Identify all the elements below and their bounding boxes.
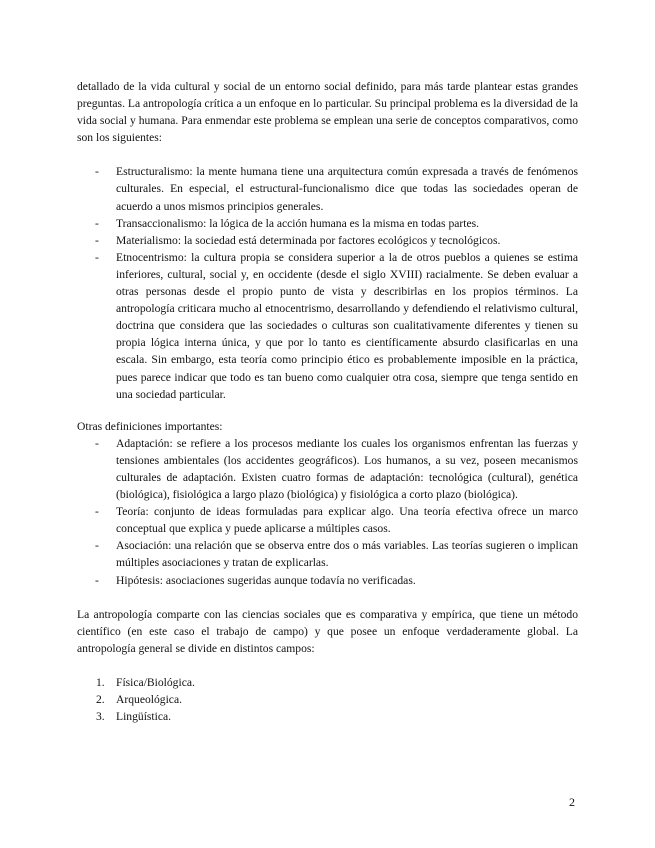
- list-item: [77, 215, 578, 232]
- bullet-mark: -: [95, 505, 99, 519]
- item-number: 3.: [96, 710, 105, 724]
- fields-list: [77, 674, 578, 725]
- concepts-list: [77, 163, 578, 402]
- list-item: [77, 503, 578, 537]
- bullet-mark: -: [95, 573, 99, 587]
- definition-adaptation: Adaptación: se refiere a los procesos mediante los cuales los organismos enfrentan las fuerzas y tensiones ambientales (los accidentes geográficos). Los humanos, a su vez, poseen mecanismos culturales de adaptación. Existen cuatro formas de adaptación: tecnológica (cultural), genética (biológica), fisiológica a largo plazo (biológica) y fisiológica a corto plazo (biológica).: [116, 436, 578, 502]
- concept-materialism: Materialismo: la sociedad está determinada por factores ecológicos y tecnológicos.: [116, 233, 501, 247]
- bullet-mark: -: [95, 165, 99, 179]
- bullet-mark: -: [95, 436, 99, 450]
- intro-paragraph: detallado de la vida cultural y social de un entorno social definido, para más tarde plantear estas grandes preguntas. La antropología crítica a un enfoque en lo particular. Su principal problema es la diversidad de la vida social y humana. Para enmendar este problema se emplean una serie de conceptos comparativos, como son los siguientes:: [77, 80, 578, 145]
- definition-theory: Teoría: conjunto de ideas formuladas para explicar algo. Una teoría efectiva ofrece un marco conceptual que explica y puede aplicarse a múltiples casos.: [116, 505, 578, 536]
- list-item: [77, 249, 578, 403]
- bullet-mark: -: [95, 216, 99, 230]
- list-item: [77, 691, 578, 708]
- field-label: Arqueológica.: [116, 693, 182, 706]
- concept-structuralism: Estructuralismo: la mente humana tiene una arquitectura común expresada a través de fenómenos culturales. En especial, el estructural-funcionalismo dice que todas las sociedades operan de acuerdo a unos mismos principios generales.: [116, 165, 578, 213]
- item-number: 1.: [96, 675, 105, 689]
- definition-association: Asociación: una relación que se observa entre dos o más variables. Las teorías sugieren o implican múltiples asociaciones y tratan de explicarlas.: [116, 539, 578, 570]
- list-item: [77, 435, 578, 503]
- field-label: Lingüística.: [116, 710, 172, 724]
- item-number: 2.: [96, 693, 105, 706]
- page-body: [77, 78, 578, 725]
- list-item: [77, 674, 578, 691]
- bullet-mark: -: [95, 539, 99, 553]
- list-item: [77, 163, 578, 214]
- list-item: [77, 537, 578, 571]
- list-item: [77, 708, 578, 725]
- list-item: [77, 232, 578, 249]
- bullet-mark: -: [95, 233, 99, 247]
- concept-ethnocentrism: Etnocentrismo: la cultura propia se considera superior a la de otros pueblos a quienes se estima inferiores, cultural, social y, en occidente (desde el siglo XVIII) racialmente. Se deben evaluar a otras personas desde el propio punto de vista y describirlas en los propios términos. La antropología criticara mucho al etnocentrismo, desarrollando y defendiendo el relativismo cultural, doctrina que considera que las sociedades o culturas son cualitativamente diferentes y tienen su propia lógica interna única, y que por lo tanto es científicamente absurdo clasificarlas en una escala. Sin embargo, esta teoría como principio ético es probablemente imposible en la práctica, pues parece indicar que todo es tan bueno como cualquier otra cosa, siempre que tenga sentido en una sociedad particular.: [116, 250, 578, 401]
- page-number: 2: [569, 795, 575, 809]
- bullet-mark: -: [95, 250, 99, 264]
- other-definitions-heading: Otras definiciones importantes:: [77, 419, 223, 433]
- definitions-list: [77, 435, 578, 589]
- list-item: [77, 572, 578, 589]
- closing-paragraph: La antropología comparte con las ciencias sociales que es comparativa y empírica, que tiene un método científico (en este caso el trabajo de campo) y que posee un enfoque verdaderamente global. La antropología general se divide en distintos campos:: [77, 607, 578, 655]
- definition-hypothesis: Hipótesis: asociaciones sugeridas aunque todavía no verificadas.: [116, 573, 416, 587]
- concept-transactionalism: Transaccionalismo: la lógica de la acción humana es la misma en todas partes.: [116, 216, 480, 230]
- field-label: Física/Biológica.: [116, 675, 195, 689]
